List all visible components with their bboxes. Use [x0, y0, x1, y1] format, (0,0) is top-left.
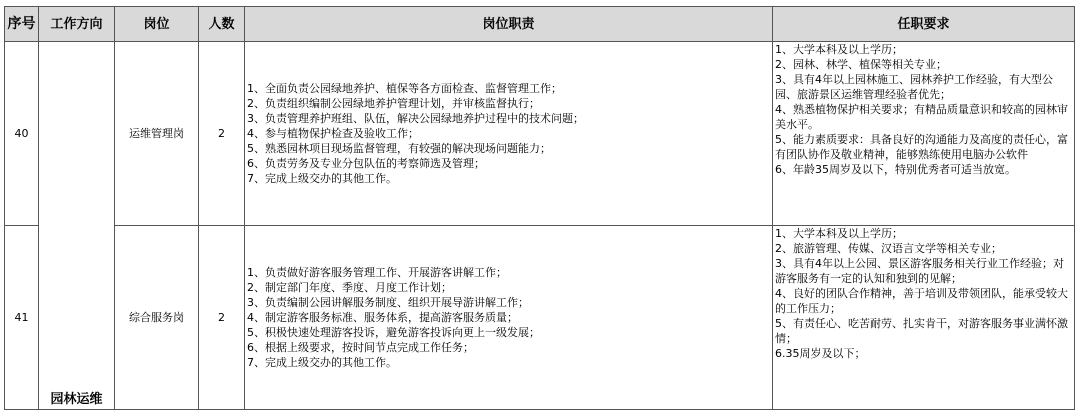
row-position: 运维管理岗	[115, 42, 199, 226]
requirement-item: 4、良好的团队合作精神，善于培训及带领团队，能承受较大的工作压力；	[775, 287, 1068, 315]
requirement-item: 1、大学本科及以上学历；	[775, 43, 903, 56]
row-requirements	[773, 42, 1075, 226]
row-count: 2	[199, 42, 245, 226]
requirement-item: 6.35周岁及以下；	[775, 347, 866, 360]
row-requirements	[773, 226, 1075, 410]
duty-item: 2、制定部门年度、季度、月度工作计划；	[247, 281, 452, 294]
direction-cell: 园林运维	[39, 42, 115, 410]
table-row	[5, 42, 1075, 226]
header-count: 人数	[199, 7, 245, 42]
duty-item: 6、负责劳务及专业分包队伍的考察筛选及管理；	[247, 157, 485, 170]
duty-item: 1、负责做好游客服务管理工作、开展游客讲解工作；	[247, 266, 507, 279]
header-seq: 序号	[5, 7, 39, 42]
requirement-item: 2、园林、林学、植保等相关专业；	[775, 58, 947, 71]
duty-item: 5、熟悉园林项目现场监督管理，有较强的解决现场问题能力；	[247, 142, 551, 155]
row-seq: 41	[5, 226, 39, 410]
row-position: 综合服务岗	[115, 226, 199, 410]
requirement-item: 5、有责任心、吃苦耐劳、扎实肯干，对游客服务事业满怀激情；	[775, 317, 1068, 345]
requirement-item: 4、熟悉植物保护相关要求；有精品质量意识和较高的园林审美水平。	[775, 103, 1068, 131]
duty-item: 3、负责管理养护班组、队伍，解决公园绿地养护过程中的技术问题；	[247, 112, 584, 125]
row-duties	[245, 226, 773, 410]
requirement-item: 3、具有4年以上园林施工、园林养护工作经验，有大型公园、旅游景区运维管理经验者优先；	[775, 73, 1053, 101]
row-duties	[245, 42, 773, 226]
header-direction: 工作方向	[39, 7, 115, 42]
duty-item: 7、完成上级交办的其他工作。	[247, 356, 397, 369]
header-duties: 岗位职责	[245, 7, 773, 42]
duty-item: 7、完成上级交办的其他工作。	[247, 172, 397, 185]
requirement-item: 6、年龄35周岁及以下，特别优秀者可适当放宽。	[775, 163, 1016, 176]
requirement-item: 3、具有4年以上公园、景区游客服务相关行业工作经验；对游客服务有一定的认知和独到的见解；	[775, 257, 1064, 285]
row-count: 2	[199, 226, 245, 410]
duty-item: 3、负责编制公园讲解服务制度、组织开展导游讲解工作；	[247, 296, 529, 309]
header-position: 岗位	[115, 7, 199, 42]
requirement-item: 2、旅游管理、传媒、汉语言文学等相关专业；	[775, 242, 1002, 255]
header-requirements: 任职要求	[773, 7, 1075, 42]
duty-item: 4、制定游客服务标准、服务体系，提高游客服务质量；	[247, 311, 518, 324]
table-row	[5, 226, 1075, 410]
header-row	[5, 7, 1075, 42]
job-table	[4, 6, 1075, 410]
duty-item: 1、全面负责公园绿地养护、植保等各方面检查、监督管理工作；	[247, 82, 562, 95]
duty-item: 4、参与植物保护检查及验收工作；	[247, 127, 419, 140]
duty-item: 5、积极快速处理游客投诉，避免游客投诉向更上一级发展；	[247, 326, 540, 339]
duty-item: 2、负责组织编制公园绿地养护管理计划，并审核监督执行；	[247, 97, 540, 110]
requirement-item: 1、大学本科及以上学历；	[775, 227, 903, 240]
requirement-item: 5、能力素质要求：具备良好的沟通能力及高度的责任心，富有团队协作及敬业精神，能够熟练使用电脑办公软件	[775, 133, 1068, 161]
row-seq: 40	[5, 42, 39, 226]
duty-item: 6、根据上级要求，按时间节点完成工作任务；	[247, 341, 474, 354]
